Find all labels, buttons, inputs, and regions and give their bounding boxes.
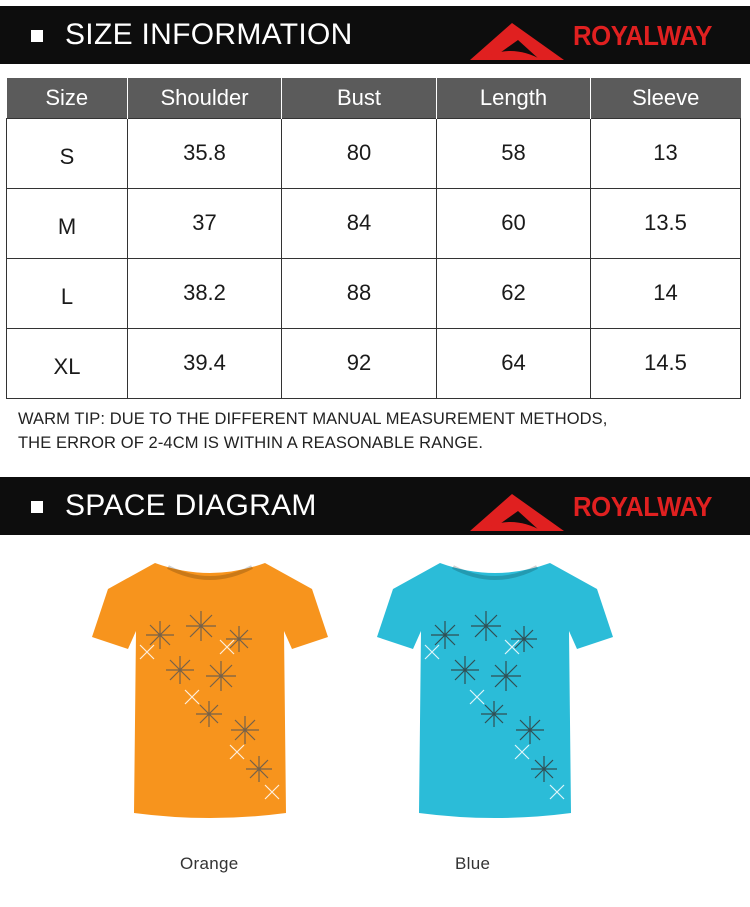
blue-caption: Blue: [455, 854, 491, 873]
tshirt-icon: [80, 545, 340, 835]
size-cell: M: [7, 188, 128, 258]
sleeve-cell: 13.5: [591, 188, 741, 258]
shoulder-cell: 38.2: [128, 258, 282, 328]
table-row: [7, 118, 741, 188]
sleeve-cell: 14.5: [591, 328, 741, 398]
table-row: [7, 328, 741, 398]
bust-cell: 80: [282, 118, 437, 188]
length-cell: 58: [437, 118, 591, 188]
column-header-length: Length: [437, 78, 591, 118]
size-cell: L: [7, 258, 128, 328]
bust-cell: 88: [282, 258, 437, 328]
sleeve-cell: 14: [591, 258, 741, 328]
orange-tshirt-image: [80, 545, 340, 835]
column-header-bust: Bust: [282, 78, 437, 118]
tshirt-icon: [365, 545, 625, 835]
space-diagram-banner: [0, 477, 750, 535]
shoulder-cell: 35.8: [128, 118, 282, 188]
mountain-logo-icon: [470, 491, 564, 531]
shoulder-cell: 37: [128, 188, 282, 258]
bust-cell: 84: [282, 188, 437, 258]
warm-tip-line: WARM TIP: DUE TO THE DIFFERENT MANUAL MEASUREMENT METHODS,: [18, 410, 608, 428]
length-cell: 62: [437, 258, 591, 328]
column-header-size: Size: [7, 78, 128, 118]
shoulder-cell: 39.4: [128, 328, 282, 398]
size-information-banner: [0, 6, 750, 64]
table-row: [7, 188, 741, 258]
space-diagram-title: SPACE DIAGRAM: [65, 489, 317, 522]
table-header-row: [7, 78, 741, 118]
blue-tshirt-image: [365, 545, 625, 835]
length-cell: 64: [437, 328, 591, 398]
sleeve-cell: 13: [591, 118, 741, 188]
size-chart-table: [6, 78, 741, 399]
warm-tip-line: THE ERROR OF 2-4CM IS WITHIN A REASONABLE RANGE.: [18, 434, 484, 452]
warm-tip-note: [18, 407, 718, 455]
square-bullet-icon: [31, 30, 43, 42]
bust-cell: 92: [282, 328, 437, 398]
mountain-logo-icon: [470, 20, 564, 60]
length-cell: 60: [437, 188, 591, 258]
column-header-shoulder: Shoulder: [128, 78, 282, 118]
brand-logo-text: ROYALWAY: [573, 20, 713, 51]
size-cell: XL: [7, 328, 128, 398]
table-row: [7, 258, 741, 328]
brand-logo-text: ROYALWAY: [573, 491, 713, 522]
square-bullet-icon: [31, 501, 43, 513]
column-header-sleeve: Sleeve: [591, 78, 741, 118]
size-cell: S: [7, 118, 128, 188]
size-information-title: SIZE INFORMATION: [65, 18, 353, 51]
orange-caption: Orange: [180, 854, 239, 873]
